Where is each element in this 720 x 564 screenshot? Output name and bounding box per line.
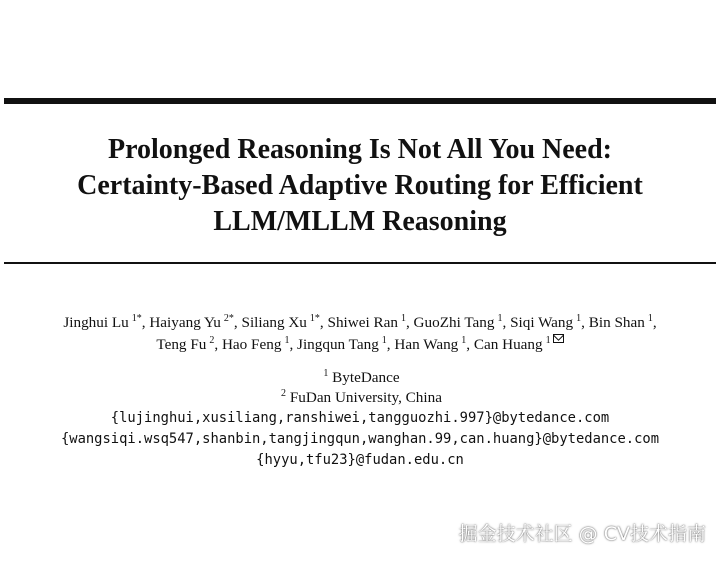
author-name: Jingqun Tang [297,336,379,353]
author-separator: , [581,314,589,331]
author-name: GuoZhi Tang [413,314,495,331]
email-line: {wangsiqi.wsq547,shanbin,tangjingqun,wanghan.99,can.huang}@bytedance.com [60,431,660,447]
author-name: Jinghui Lu [63,314,129,331]
author-name: Teng Fu [156,336,207,353]
author-separator: , [214,336,222,353]
title-bottom-rule [4,262,716,264]
author-affiliation-mark: 1 [284,335,290,346]
author [222,336,297,353]
affiliation-mark: 1 [323,368,329,379]
author-name: Haiyang Yu [149,314,221,331]
author-line-1 [0,312,720,334]
title-top-rule [4,98,716,104]
affiliation-name: ByteDance [332,369,400,386]
author-affiliation-mark: 1 [545,335,551,346]
author-affiliation-mark: 2 [209,335,215,346]
author [156,336,222,353]
author-separator: , [502,314,511,331]
affiliation [0,388,720,408]
author-affiliation-mark: 1 [381,335,387,346]
watermark-text: 掘金技术社区 @ CV技术指南 [458,523,706,545]
author-affiliation-mark: 1* [309,313,320,324]
author-affiliation-mark: 2* [223,313,234,324]
author-affiliation-mark: 1 [400,313,406,324]
author-name: Siqi Wang [510,314,574,331]
author-name: Han Wang [394,336,459,353]
author-affiliation-mark: 1 [497,313,503,324]
author-list [0,312,720,356]
author [63,314,149,331]
author-separator: , [319,314,328,331]
author [242,314,328,331]
author [474,336,564,353]
author [149,314,241,331]
author-name: Shiwei Ran [327,314,398,331]
paper-title [0,132,720,240]
title-line-3: LLM/MLLM Reasoning [213,206,507,237]
title-line-2: Certainty-Based Adaptive Routing for Efficient [77,170,643,201]
author-name: Hao Feng [221,336,282,353]
email-line: {lujinghui,xusiliang,ranshiwei,tangguozhi.997}@bytedance.com [110,410,610,426]
author [510,314,589,331]
affiliation-mark: 2 [281,388,287,399]
author-line-2 [0,334,720,356]
affiliation [0,368,720,388]
author [328,314,414,331]
author-name: Siliang Xu [241,314,307,331]
author [589,314,657,331]
envelope-icon [553,334,564,343]
author-affiliation-mark: 1* [131,313,142,324]
author-separator: , [405,314,414,331]
author-affiliation-mark: 1 [461,335,467,346]
author-separator: , [233,314,242,331]
author-separator: , [386,336,395,353]
email-line: {hyyu,tfu23}@fudan.edu.cn [256,452,464,468]
author-separator: , [466,336,474,353]
author-name: Bin Shan [588,314,645,331]
author-separator: , [141,314,150,331]
author-affiliation-mark: 1 [576,313,582,324]
author-separator: , [652,314,657,331]
author [414,314,511,331]
author [297,336,394,353]
author-affiliation-mark: 1 [647,313,653,324]
author-name: Can Huang [473,336,543,353]
author [394,336,473,353]
affiliation-list [0,368,720,408]
author-separator: , [289,336,298,353]
email-list [0,408,720,471]
title-line-1: Prolonged Reasoning Is Not All You Need: [107,134,613,165]
affiliation-name: FuDan University, China [289,389,442,406]
